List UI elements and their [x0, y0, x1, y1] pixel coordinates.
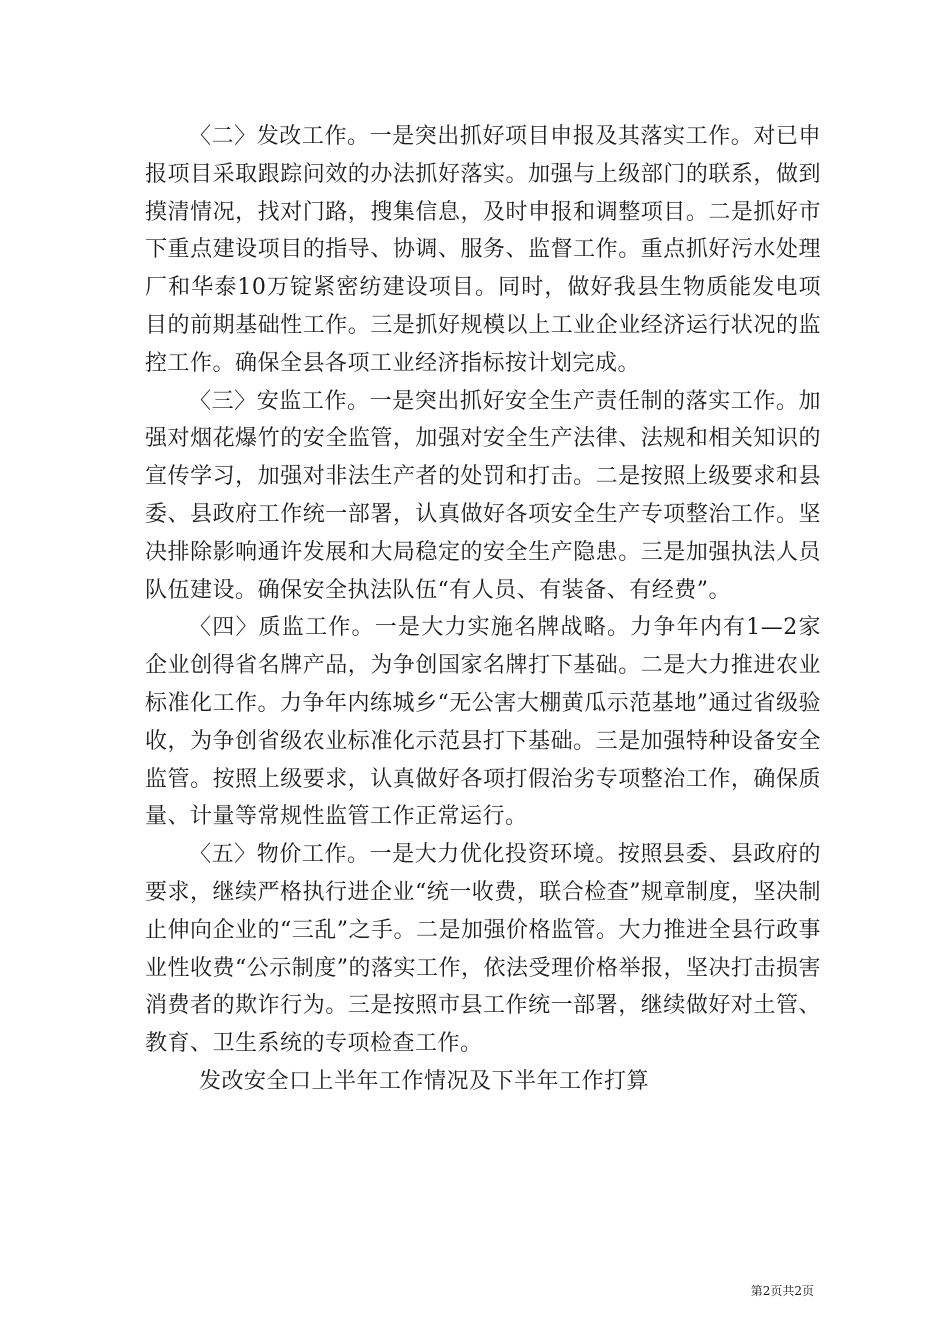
closing-title: 发改安全口上半年工作情况及下半年工作打算 — [199, 1068, 650, 1094]
page-number-footer: 第2页共2页 — [750, 1284, 814, 1298]
paragraph-quality-supervision: 〈四〉质监工作。一是大力实施名牌战略。力争年内有1—2家企业创得省名牌产品，为争创国家名牌打下基础。二是大力推进农业标准化工作。力争年内练城乡“无公害大棚黄瓜示范基地”通过省级验收，为争创省级农业标准化示范县打下基础。三是加强特种设备安全监管。按照上级要求，认真做好各项打假治劣专项整治工作，确保质量、计量等常规性监管工作正常运行。 — [145, 615, 821, 830]
paragraph-safety-supervision: 〈三〉安监工作。一是突出抓好安全生产责任制的落实工作。加强对烟花爆竹的安全监管，加强对安全生产法律、法规和相关知识的宣传学习，加强对非法生产者的处罚和打击。二是按照上级要求和县委、县政府工作统一部署，认真做好各项安全生产专项整治工作。坚决排除影响通许发展和大局稳定的安全生产隐患。三是加强执法人员队伍建设。确保安全执法队伍“有人员、有装备、有经费”。 — [145, 388, 821, 603]
document-body — [145, 118, 821, 1101]
paragraph-development-reform: 〈二〉发改工作。一是突出抓好项目申报及其落实工作。对已申报项目采取跟踪问效的办法抓好落实。加强与上级部门的联系，做到摸清情况，找对门路，搜集信息，及时申报和调整项目。二是抓好市下重点建设项目的指导、协调、服务、监督工作。重点抓好污水处理厂和华泰10万锭紧密纺建设项目。同时，做好我县生物质能发电项目的前期基础性工作。三是抓好规模以上工业企业经济运行状况的监控工作。确保全县各项工业经济指标按计划完成。 — [145, 124, 821, 376]
paragraph-price-work: 〈五〉物价工作。一是大力优化投资环境。按照县委、县政府的要求，继续严格执行进企业“统一收费，联合检查”规章制度，坚决制止伸向企业的“三乱”之手。二是加强价格监管。大力推进全县行政事业性收费“公示制度”的落实工作，依法受理价格举报，坚决打击损害消费者的欺诈行为。三是按照市县工作统一部署，继续做好对土管、教育、卫生系统的专项检查工作。 — [145, 842, 821, 1057]
